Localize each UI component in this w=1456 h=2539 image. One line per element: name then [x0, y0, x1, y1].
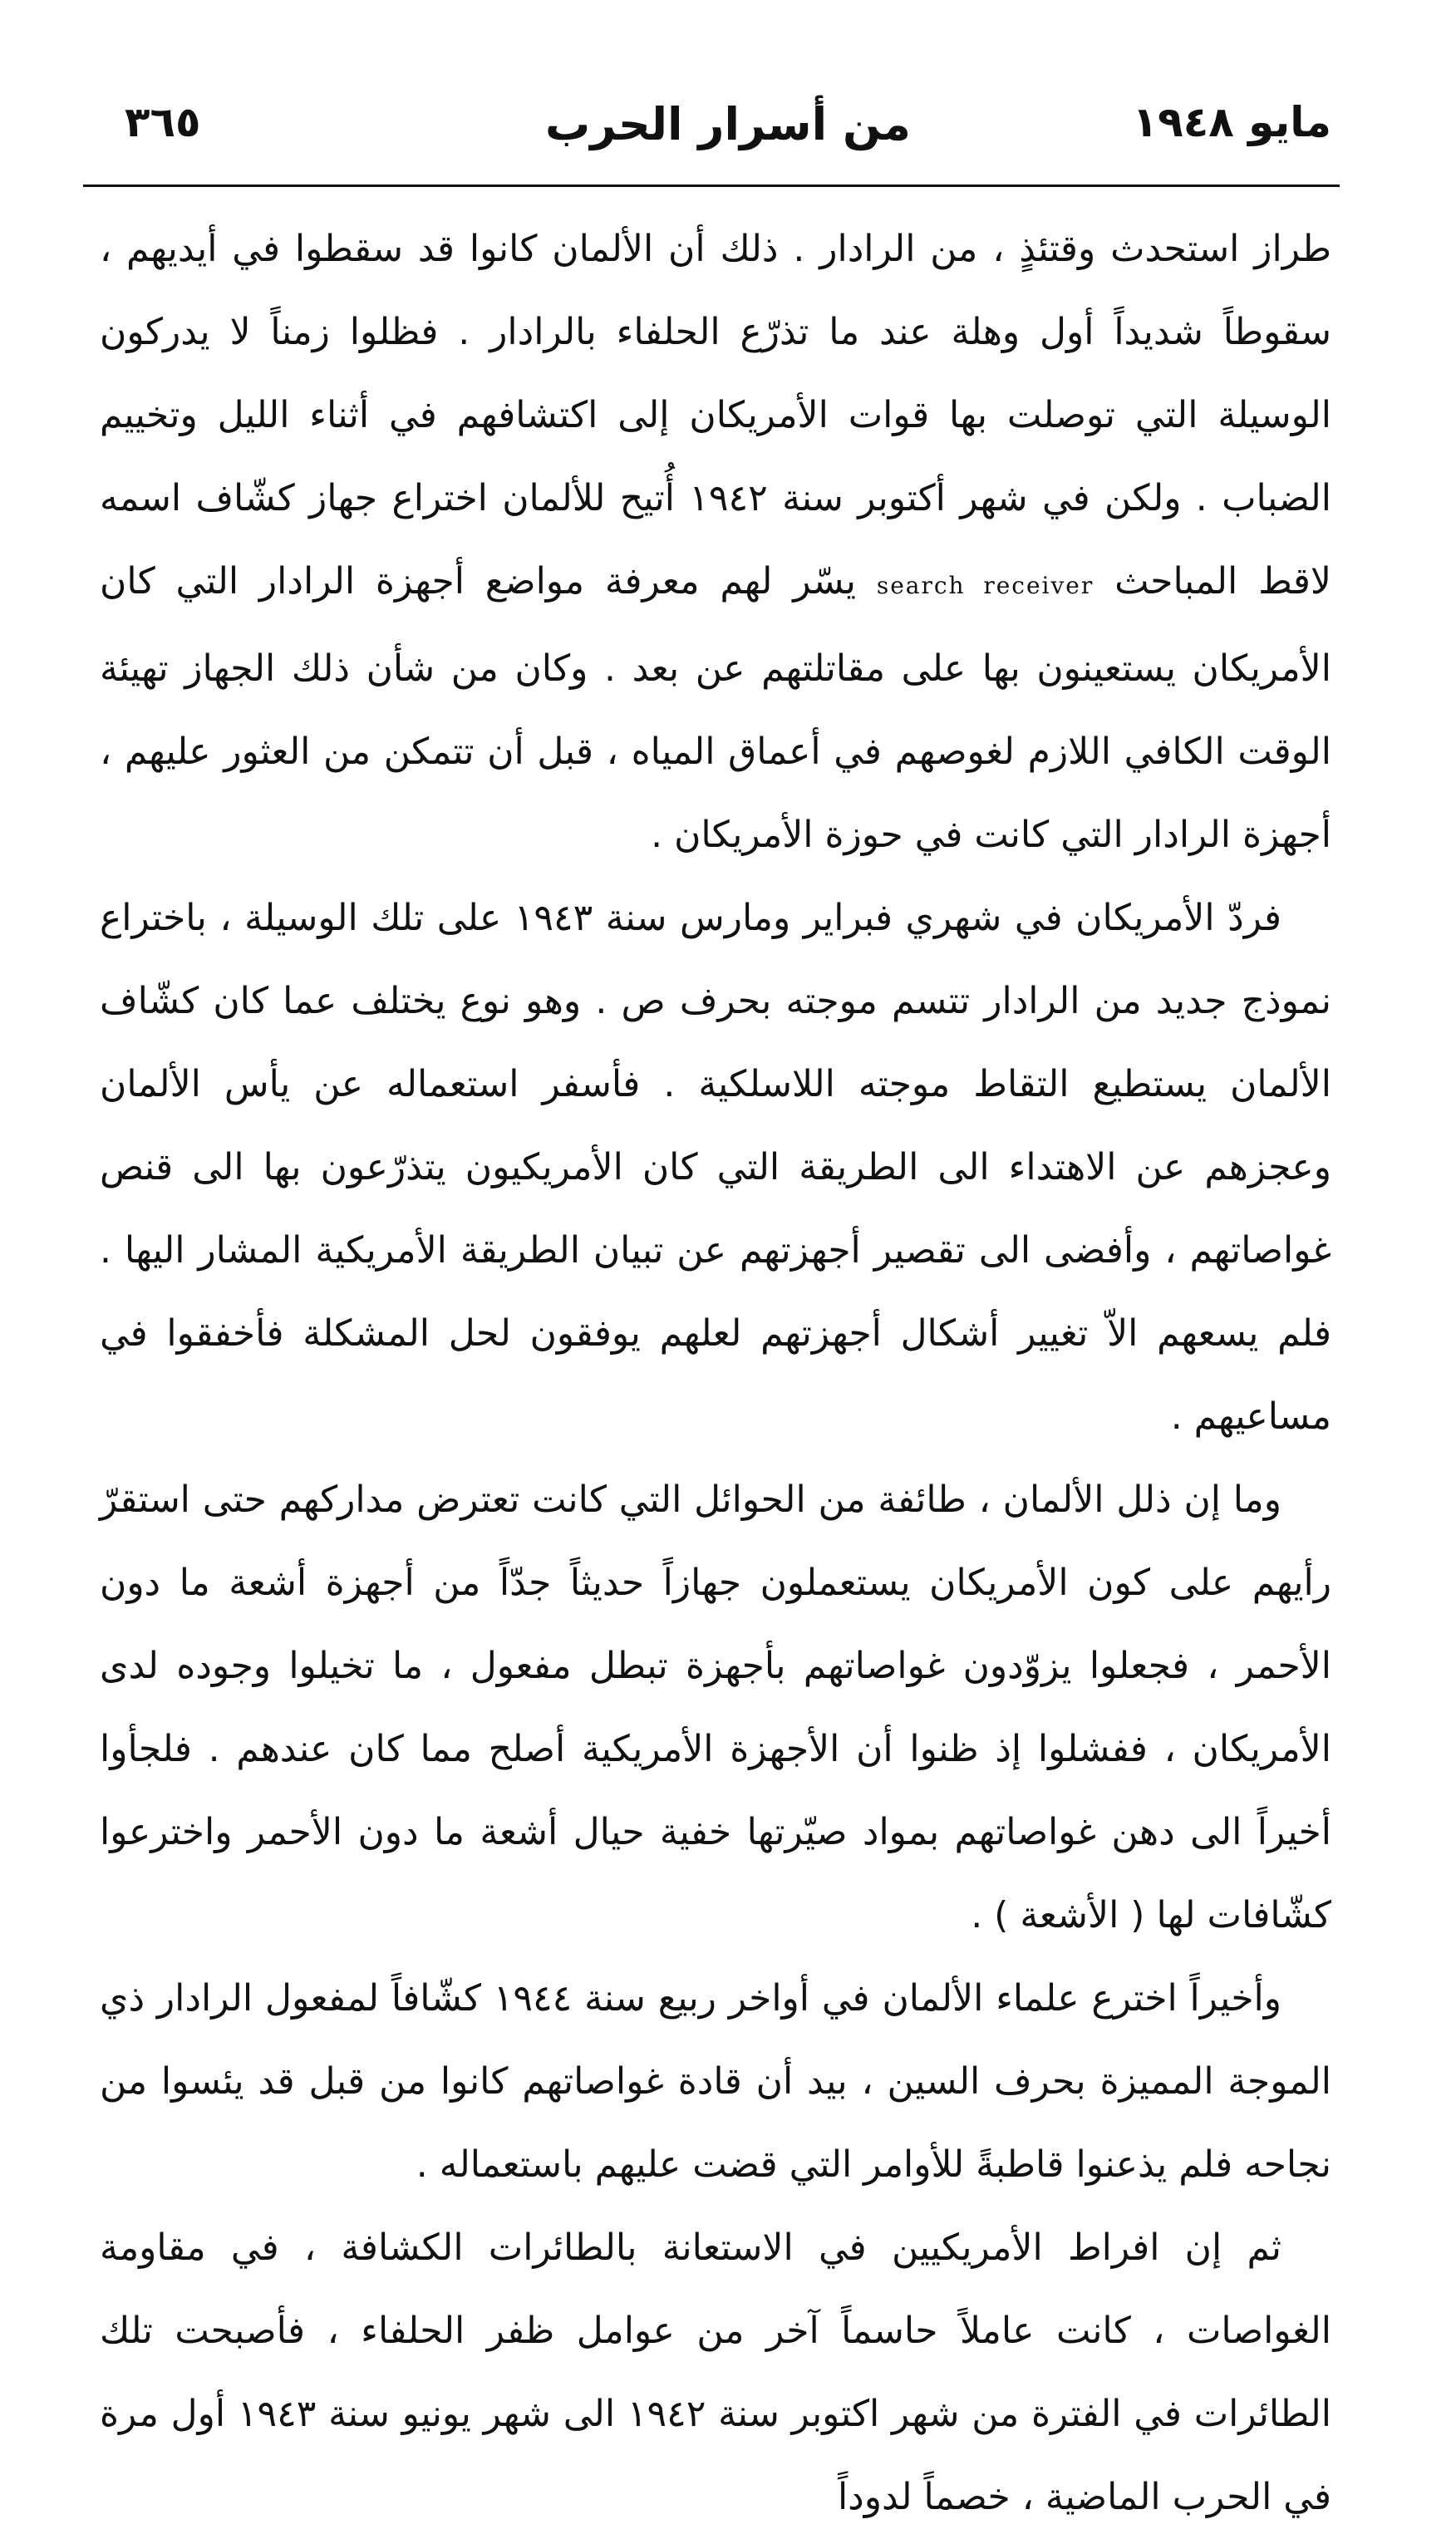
- running-header: [125, 98, 1331, 181]
- header-rule: [83, 185, 1340, 187]
- body-text: [100, 208, 1331, 2539]
- paragraph-4: وأخيراً اخترع علماء الألمان في أواخر ربيع سنة ١٩٤٤ كشّافاً لمفعول الرادار ذي الموجة المميزة بحرف السين ، بيد أن قادة غواصاتهم كانوا من قبل قد يئسوا من نجاحه فلم يذعنوا قاطبةً للأوامر التي قضت عليهم باستعماله .: [100, 1977, 1331, 2186]
- paragraph-3: وما إن ذلل الألمان ، طائفة من الحوائل التي كانت تعترض مداركهم حتى استقرّ رأيهم على كون الأمريكان يستعملون جهازاً حديثاً جدّاً من أجهزة أشعة ما دون الأحمر ، فجعلوا يزوّدون غواصاتهم بأجهزة تبطل مفعول ، ما تخيلوا وجوده لدى الأمريكان ، ففشلوا إذ ظنوا أن الأجهزة الأمريكية أصلح مما كان عندهم . فلجأوا أخيراً الى دهن غواصاتهم بمواد صيّرتها خفية حيال أشعة ما دون الأحمر واخترعوا كشّافات لها ( الأشعة ) .: [100, 1479, 1331, 1936]
- header-date: مايو ١٩٤٨: [1132, 98, 1331, 146]
- header-page-number: ٣٦٥: [125, 98, 201, 146]
- paragraph-1-part-2: يسّر لهم معرفة مواضع أجهزة الرادار التي كان الأمريكان يستعينون بها على مقاتلتهم عن بعد . وكان من شأن ذلك الجهاز تهيئة الوقت الكافي اللازم لغوصهم في أعماق المياه ، قبل أن تتمكن من العثور عليهم ، أجهزة الرادار التي كانت في حوزة الأمريكان .: [100, 560, 1331, 856]
- paragraph-1: [100, 208, 1331, 877]
- paragraph-1-part-1: طراز استحدث وقتئذٍ ، من الرادار . ذلك أن الألمان كانوا قد سقطوا في أيديهم ، سقوطاً شديداً أول وهلة عند ما تذرّع الحلفاء بالرادار . فظلوا زمناً لا يدركون الوسيلة التي توصلت بها قوات الأمريكان إلى اكتشافهم في أثناء الليل وتخييم الضباب . ولكن في شهر أكتوبر سنة ١٩٤٢ أُتيح للألمان اختراع جهاز كشّاف اسمه لاقط المباحث: [100, 228, 1332, 603]
- latin-term: search receiver: [876, 572, 1094, 599]
- paragraph-2: فردّ الأمريكان في شهري فبراير ومارس سنة ١٩٤٣ على تلك الوسيلة ، باختراع نموذج جديد من الرادار تتسم موجته بحرف ص . وهو نوع يختلف عما كان كشّاف الألمان يستطيع التقاط موجته اللاسلكية . فأسفر استعماله عن يأس الألمان وعجزهم عن الاهتداء الى الطريقة التي كان الأمريكيون يتذرّعون بها الى قنص غواصاتهم ، وأفضى الى تقصير أجهزتهم عن تبيان الطريقة الأمريكية المشار اليها . فلم يسعهم الاّ تغيير أشكال أجهزتهم لعلهم يوفقون لحل المشكلة فأخفقوا في مساعيهم .: [100, 897, 1331, 1438]
- paragraph-5: ثم إن افراط الأمريكيين في الاستعانة بالطائرات الكشافة ، في مقاومة الغواصات ، كانت عاملاً حاسماً آخر من عوامل ظفر الحلفاء ، فأصبحت تلك الطائرات في الفترة من شهر اكتوبر سنة ١٩٤٢ الى شهر يونيو سنة ١٩٤٣ أول مرة في الحرب الماضية ، خصماً لدوداً: [100, 2227, 1331, 2518]
- header-title: من أسرار الحرب: [545, 98, 911, 150]
